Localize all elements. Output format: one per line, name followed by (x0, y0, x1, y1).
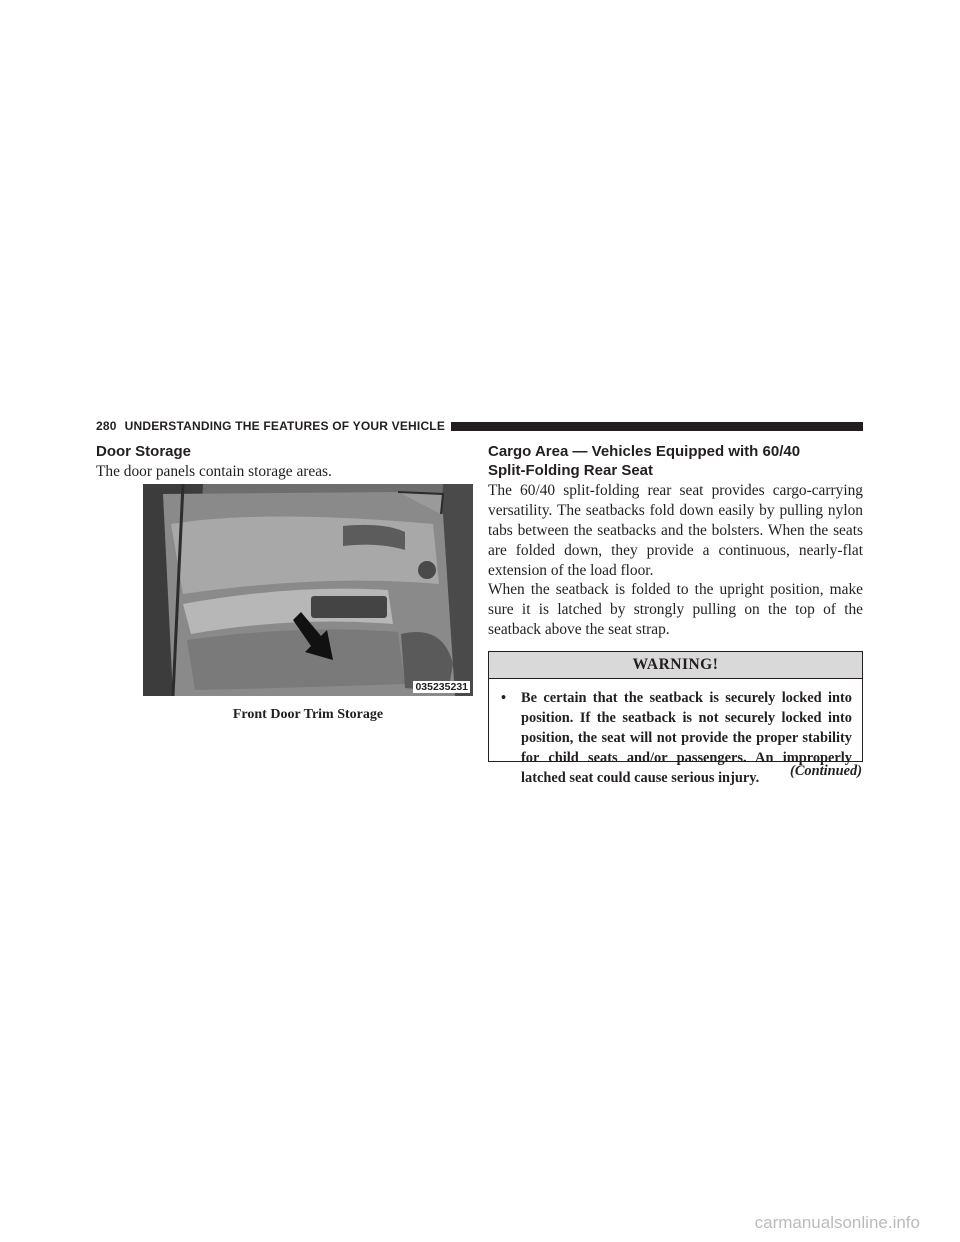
warning-title: WARNING! (489, 652, 862, 679)
door-panel-drawing (143, 484, 473, 696)
cargo-area-heading-line1: Cargo Area — Vehicles Equipped with 60/40 (488, 443, 801, 460)
watermark: carmanualsonline.info (754, 1213, 920, 1232)
cargo-paragraph-2: When the seatback is folded to the upright position, make sure it is latched by strongly pulling on the top of the seatback above the seat strap. (488, 581, 863, 638)
cargo-area-heading-line2: Split-Folding Rear Seat (488, 462, 654, 479)
page-number: 280 (96, 419, 117, 433)
figure-caption: Front Door Trim Storage (232, 707, 384, 722)
door-storage-heading: Door Storage (96, 443, 192, 460)
page-header (96, 418, 863, 434)
warning-bullet: • (501, 690, 507, 706)
chapter-title: UNDERSTANDING THE FEATURES OF YOUR VEHICLE (124, 419, 446, 433)
header-rule (451, 422, 863, 431)
cargo-paragraph-1: The 60/40 split-folding rear seat provides cargo-carrying versatility. The seatbacks fold down easily by pulling nylon tabs between the seatbacks and the bolsters. When the seats are folded down, they provide a continuous, nearly-flat extension of the load floor. (488, 482, 863, 579)
warning-text: Be certain that the seatback is securely locked into position. If the seatback is not securely locked into position, the seat will not provide the proper stability for child seats and/or passengers. An improperly latched seat could cause serious injury. (521, 690, 852, 786)
continued-label: (Continued) (790, 763, 862, 779)
door-storage-text: The door panels contain storage areas. (96, 463, 332, 480)
figure-code: 035235231 (415, 681, 468, 693)
door-trim-illustration (143, 484, 473, 696)
